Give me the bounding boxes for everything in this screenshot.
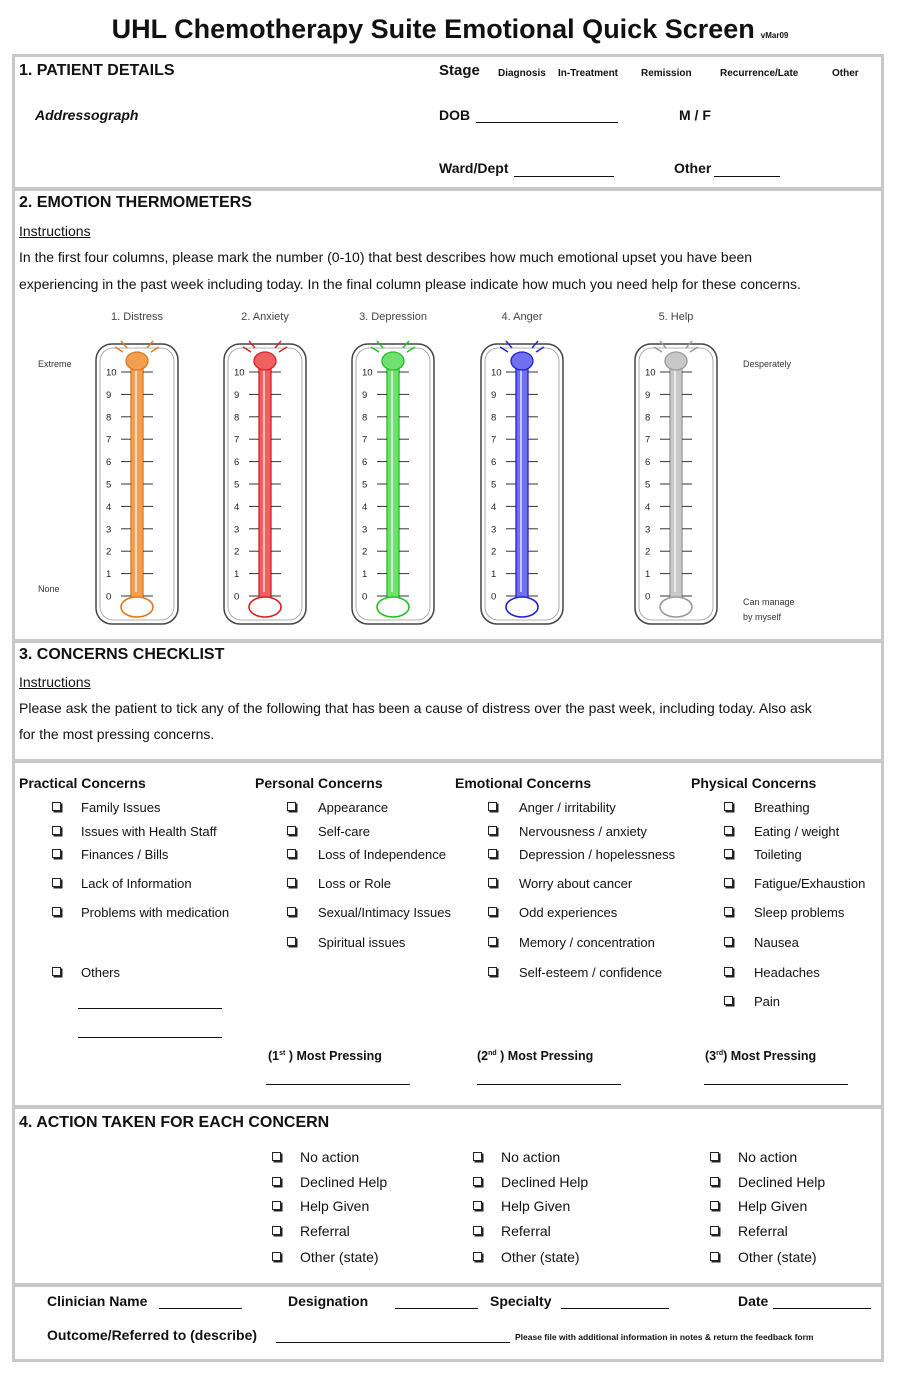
thermometer-anxiety-top-bulb: [254, 352, 276, 370]
thermometers-heading: 2. EMOTION THERMOMETERS: [19, 194, 252, 211]
thermometer-chart: [0, 300, 900, 635]
designation-field[interactable]: [395, 1308, 478, 1309]
patient-details-heading: 1. PATIENT DETAILS: [19, 62, 175, 79]
practical-item-issues-with-health-staff: Issues with Health Staff: [81, 824, 217, 839]
thermometer-anger-tick-2[interactable]: 2: [491, 546, 497, 558]
action-1-checkbox-help-given[interactable]: [272, 1201, 281, 1210]
action-1-checkbox-referral[interactable]: [272, 1226, 281, 1235]
stage-option-diagnosis[interactable]: Diagnosis: [498, 68, 546, 79]
thermometer-depression-top-bulb: [382, 352, 404, 370]
thermometer-help-tick-0[interactable]: 0: [645, 591, 651, 603]
practical-item-lack-of-information: Lack of Information: [81, 876, 192, 891]
thermometer-help-tick-10[interactable]: 10: [645, 367, 656, 379]
thermometer-depression-tick-2[interactable]: 2: [362, 546, 368, 558]
none-label: None: [38, 584, 60, 594]
version-label: vMar09: [760, 31, 789, 40]
can-manage-label: Can manage: [743, 597, 795, 607]
practical-checkbox-issues-with-health-staff[interactable]: [52, 826, 61, 835]
action-2-referral: Referral: [501, 1223, 551, 1239]
thermometer-depression-tick-7[interactable]: 7: [362, 434, 368, 446]
thermometer-help-tick-2[interactable]: 2: [645, 546, 651, 558]
thermometer-help-tick-9[interactable]: 9: [645, 389, 651, 401]
pressing-1-label: (1st ) Most Pressing: [268, 1049, 382, 1063]
emotional-item-memory-concentration: Memory / concentration: [519, 935, 655, 950]
stage-option-other[interactable]: Other: [832, 68, 859, 79]
emotional-concerns-title: Emotional Concerns: [455, 775, 592, 791]
emotional-checkbox-nervousness-anxiety[interactable]: [488, 826, 497, 835]
action-1-checkbox-declined-help[interactable]: [272, 1177, 281, 1186]
practical-item-finances-bills: Finances / Bills: [81, 847, 169, 862]
physical-checkbox-pain[interactable]: [724, 996, 733, 1005]
physical-item-headaches: Headaches: [754, 965, 820, 980]
personal-item-loss-or-role: Loss or Role: [318, 876, 391, 891]
thermometer-distress-tick-3[interactable]: 3: [106, 524, 112, 536]
thermometer-anxiety-tick-5[interactable]: 5: [234, 479, 240, 491]
action-2-no-action: No action: [501, 1149, 561, 1165]
practical-checkbox-problems-with-medication[interactable]: [52, 907, 61, 916]
practical-concerns-title: Practical Concerns: [19, 775, 146, 791]
thermometer-distress-tick-1[interactable]: 1: [106, 569, 112, 581]
pressing-1-num: 1: [272, 1049, 280, 1063]
thermometer-anxiety: [224, 311, 306, 624]
thermometer-distress-tick-4[interactable]: 4: [106, 501, 112, 513]
thermometer-help-tick-1[interactable]: 1: [645, 569, 651, 581]
personal-checkbox-sexual-intimacy-issues[interactable]: [287, 907, 296, 916]
thermometer-distress-label: 1. Distress: [111, 311, 163, 323]
action-1-other-state: Other (state): [300, 1249, 379, 1265]
desperately-label: Desperately: [743, 359, 792, 369]
action-2-checkbox-no-action[interactable]: [473, 1152, 482, 1161]
thermometer-anger: [481, 311, 563, 624]
personal-item-sexual-intimacy-issues: Sexual/Intimacy Issues: [318, 905, 451, 920]
practical-checkbox-others[interactable]: [52, 967, 61, 976]
personal-checkbox-appearance[interactable]: [287, 802, 296, 811]
dob-label: DOB: [439, 107, 471, 123]
thermometer-anxiety-tick-7[interactable]: 7: [234, 434, 240, 446]
action-1-no-action: No action: [300, 1149, 360, 1165]
personal-checkbox-loss-of-independence[interactable]: [287, 849, 296, 858]
physical-item-fatigue-exhaustion: Fatigue/Exhaustion: [754, 876, 866, 891]
emotional-checkbox-anger-irritability[interactable]: [488, 802, 497, 811]
action-heading: 4. ACTION TAKEN FOR EACH CONCERN: [19, 1114, 330, 1131]
stage-option-recurrence[interactable]: Recurrence/Late: [720, 68, 799, 79]
emotional-item-self-esteem-confidence: Self-esteem / confidence: [519, 965, 663, 980]
page-title: [0, 14, 900, 45]
action-3-no-action: No action: [738, 1149, 798, 1165]
addressograph-label: Addressograph: [35, 107, 139, 123]
thermometer-anger-label: 4. Anger: [501, 311, 543, 323]
action-2-checkbox-declined-help[interactable]: [473, 1177, 482, 1186]
thermometer-distress: [96, 311, 178, 624]
thermometer-anger-tick-0[interactable]: 0: [491, 591, 497, 603]
thermometer-distress-bottom-bulb: [121, 597, 153, 617]
thermometer-depression-tick-3[interactable]: 3: [362, 524, 368, 536]
thermometer-anger-tick-4[interactable]: 4: [491, 501, 497, 513]
pressing-2-label: (2nd ) Most Pressing: [477, 1049, 594, 1063]
other-label: Other: [674, 160, 712, 176]
dob-field[interactable]: [476, 122, 618, 123]
practical-checkbox-finances-bills[interactable]: [52, 849, 61, 858]
thermometer-depression-tick-8[interactable]: 8: [362, 412, 368, 424]
thermometer-anger-tick-3[interactable]: 3: [491, 524, 497, 536]
action-3-other-state: Other (state): [738, 1249, 817, 1265]
action-3-checkbox-other-state[interactable]: [710, 1252, 719, 1261]
extreme-label: Extreme: [38, 359, 72, 369]
pressing-1-field[interactable]: [266, 1084, 410, 1085]
stage-option-remission[interactable]: Remission: [641, 68, 692, 79]
thermometer-depression-tick-6[interactable]: 6: [362, 457, 368, 469]
practical-item-problems-with-medication: Problems with medication: [81, 905, 230, 920]
thermometer-depression-tick-9[interactable]: 9: [362, 389, 368, 401]
emotional-item-depression-hopelessness: Depression / hopelessness: [519, 847, 676, 862]
thermometer-help-top-bulb: [665, 352, 687, 370]
pressing-3-field[interactable]: [704, 1084, 848, 1085]
thermometer-anger-tick-5[interactable]: 5: [491, 479, 497, 491]
thermometer-anxiety-tick-10[interactable]: 10: [234, 367, 245, 379]
action-2-checkbox-referral[interactable]: [473, 1226, 482, 1235]
physical-checkbox-nausea[interactable]: [724, 937, 733, 946]
physical-checkbox-headaches[interactable]: [724, 967, 733, 976]
action-1-declined-help: Declined Help: [300, 1174, 388, 1190]
personal-checkbox-spiritual-issues[interactable]: [287, 937, 296, 946]
thermometer-distress-tick-6[interactable]: 6: [106, 457, 112, 469]
thermometer-anxiety-tick-9[interactable]: 9: [234, 389, 240, 401]
thermometer-anger-tick-7[interactable]: 7: [491, 434, 497, 446]
thermometer-anxiety-bottom-bulb: [249, 597, 281, 617]
personal-item-loss-of-independence: Loss of Independence: [318, 847, 446, 862]
physical-item-breathing: Breathing: [754, 800, 810, 815]
thermometers: [96, 311, 717, 624]
outcome-label: Outcome/Referred to (describe): [47, 1327, 258, 1343]
clinician-name-label: Clinician Name: [47, 1293, 148, 1309]
physical-item-eating-weight: Eating / weight: [754, 824, 840, 839]
action-3-checkbox-referral[interactable]: [710, 1226, 719, 1235]
personal-checkbox-self-care[interactable]: [287, 826, 296, 835]
thermometer-depression-bottom-bulb: [377, 597, 409, 617]
thermometer-depression-label: 3. Depression: [359, 311, 427, 323]
thermometer-anger-top-bulb: [511, 352, 533, 370]
thermometer-distress-tick-8[interactable]: 8: [106, 412, 112, 424]
emotional-item-odd-experiences: Odd experiences: [519, 905, 618, 920]
thermometer-help-tick-8[interactable]: 8: [645, 412, 651, 424]
personal-item-appearance: Appearance: [318, 800, 389, 815]
thermometer-anxiety-tick-2[interactable]: 2: [234, 546, 240, 558]
thermometer-depression-tick-5[interactable]: 5: [362, 479, 368, 491]
thermometer-help-tick-4[interactable]: 4: [645, 501, 651, 513]
action-1-checkbox-other-state[interactable]: [272, 1252, 281, 1261]
pressing-2-field[interactable]: [477, 1084, 621, 1085]
personal-item-spiritual-issues: Spiritual issues: [318, 935, 406, 950]
emotional-checkbox-odd-experiences[interactable]: [488, 907, 497, 916]
thermometer-distress-top-bulb: [126, 352, 148, 370]
thermometer-anxiety-tick-3[interactable]: 3: [234, 524, 240, 536]
concerns-heading: 3. CONCERNS CHECKLIST: [19, 646, 225, 663]
thermometer-anxiety-label: 2. Anxiety: [241, 311, 289, 323]
physical-item-sleep-problems: Sleep problems: [754, 905, 845, 920]
thermometer-anxiety-tick-0[interactable]: 0: [234, 591, 240, 603]
emotional-item-anger-irritability: Anger / irritability: [519, 800, 616, 815]
specialty-label: Specialty: [490, 1293, 552, 1309]
physical-checkbox-breathing[interactable]: [724, 802, 733, 811]
pressing-1-text: ) Most Pressing: [288, 1049, 382, 1063]
physical-checkbox-fatigue-exhaustion[interactable]: [724, 878, 733, 887]
physical-checkbox-toileting[interactable]: [724, 849, 733, 858]
thermometer-anxiety-tick-1[interactable]: 1: [234, 569, 240, 581]
thermometers-instructions-line2: experiencing in the past week including today. In the final column please indicate how much you need help for these concerns.: [19, 276, 801, 292]
thermometer-anger-tick-8[interactable]: 8: [491, 412, 497, 424]
thermometer-depression-tick-1[interactable]: 1: [362, 569, 368, 581]
sex-field[interactable]: M / F: [679, 107, 711, 123]
personal-checkbox-loss-or-role[interactable]: [287, 878, 296, 887]
action-3-help-given: Help Given: [738, 1198, 808, 1214]
thermometer-distress-tick-10[interactable]: 10: [106, 367, 117, 379]
pressing-3-text: ) Most Pressing: [723, 1049, 817, 1063]
physical-item-pain: Pain: [754, 994, 781, 1009]
stage-label: Stage: [439, 62, 480, 79]
thermometer-distress-tick-5[interactable]: 5: [106, 479, 112, 491]
physical-concerns-title: Physical Concerns: [691, 775, 817, 791]
date-label: Date: [738, 1293, 769, 1309]
action-3-referral: Referral: [738, 1223, 788, 1239]
outcome-field[interactable]: [276, 1342, 510, 1343]
thermometer-help: [635, 311, 717, 624]
personal-item-self-care: Self-care: [318, 824, 371, 839]
concerns-instructions-line2: for the most pressing concerns.: [19, 726, 215, 742]
date-field[interactable]: [773, 1308, 871, 1309]
action-1-help-given: Help Given: [300, 1198, 370, 1214]
thermometers-instructions-label: Instructions: [19, 223, 91, 239]
pressing-1-sup: st: [279, 1049, 286, 1057]
thermometer-help-tick-5[interactable]: 5: [645, 479, 651, 491]
thermometer-anger-tick-9[interactable]: 9: [491, 389, 497, 401]
concerns-instructions-label: Instructions: [19, 674, 91, 690]
thermometer-anxiety-tick-8[interactable]: 8: [234, 412, 240, 424]
thermometer-help-tick-7[interactable]: 7: [645, 434, 651, 446]
physical-checkbox-eating-weight[interactable]: [724, 826, 733, 835]
footer-note: Please file with additional information in notes & return the feedback form: [515, 1332, 814, 1342]
action-2-declined-help: Declined Help: [501, 1174, 589, 1190]
emotional-checkbox-worry-about-cancer[interactable]: [488, 878, 497, 887]
emotional-checkbox-depression-hopelessness[interactable]: [488, 849, 497, 858]
thermometer-depression-tick-4[interactable]: 4: [362, 501, 368, 513]
action-2-other-state: Other (state): [501, 1249, 580, 1265]
emotional-item-nervousness-anxiety: Nervousness / anxiety: [519, 824, 647, 839]
action-2-help-given: Help Given: [501, 1198, 571, 1214]
specialty-field[interactable]: [561, 1308, 669, 1309]
thermometer-anger-tick-6[interactable]: 6: [491, 457, 497, 469]
thermometer-distress-tick-2[interactable]: 2: [106, 546, 112, 558]
thermometer-depression-tick-10[interactable]: 10: [362, 367, 373, 379]
other-field[interactable]: [714, 176, 780, 177]
thermometer-help-bottom-bulb: [660, 597, 692, 617]
thermometer-distress-tick-0[interactable]: 0: [106, 591, 112, 603]
personal-concerns-title: Personal Concerns: [255, 775, 383, 791]
practical-checkbox-family-issues[interactable]: [52, 802, 61, 811]
ward-field[interactable]: [514, 176, 614, 177]
action-3-checkbox-help-given[interactable]: [710, 1201, 719, 1210]
action-1-checkbox-no-action[interactable]: [272, 1152, 281, 1161]
practical-item-family-issues: Family Issues: [81, 800, 161, 815]
thermometer-help-tick-3[interactable]: 3: [645, 524, 651, 536]
thermometer-distress-tick-7[interactable]: 7: [106, 434, 112, 446]
pressing-2-sup: nd: [488, 1049, 497, 1057]
physical-item-toileting: Toileting: [754, 847, 802, 862]
thermometer-anger-bottom-bulb: [506, 597, 538, 617]
thermometer-anxiety-tick-4[interactable]: 4: [234, 501, 240, 513]
thermometer-anxiety-tick-6[interactable]: 6: [234, 457, 240, 469]
physical-checkbox-sleep-problems[interactable]: [724, 907, 733, 916]
action-1-referral: Referral: [300, 1223, 350, 1239]
others-line-2[interactable]: [78, 1037, 222, 1038]
practical-item-others: Others: [81, 965, 121, 980]
concerns-instructions-line1: Please ask the patient to tick any of the following that has been a cause of distress over the past week, including today. Also ask: [19, 700, 812, 716]
title-text: UHL Chemotherapy Suite Emotional Quick Screen: [111, 14, 755, 44]
pressing-2-text: ) Most Pressing: [500, 1049, 594, 1063]
pressing-3-label: (3rd) Most Pressing: [705, 1049, 817, 1063]
thermometer-anger-tick-1[interactable]: 1: [491, 569, 497, 581]
stage-option-in-treatment[interactable]: In-Treatment: [558, 68, 619, 79]
emotional-checkbox-memory-concentration[interactable]: [488, 937, 497, 946]
action-3-declined-help: Declined Help: [738, 1174, 826, 1190]
thermometer-distress-tick-9[interactable]: 9: [106, 389, 112, 401]
emotional-item-worry-about-cancer: Worry about cancer: [519, 876, 633, 891]
action-2-checkbox-other-state[interactable]: [473, 1252, 482, 1261]
action-3-checkbox-declined-help[interactable]: [710, 1177, 719, 1186]
thermometers-instructions-line1: In the first four columns, please mark the number (0-10) that best describes how much emotional upset you have been: [19, 249, 753, 265]
practical-checkbox-lack-of-information[interactable]: [52, 878, 61, 887]
thermometer-depression-tick-0[interactable]: 0: [362, 591, 368, 603]
physical-item-nausea: Nausea: [754, 935, 799, 950]
thermometer-help-label: 5. Help: [658, 311, 694, 323]
action-2-checkbox-help-given[interactable]: [473, 1201, 482, 1210]
thermometer-anger-tick-10[interactable]: 10: [491, 367, 502, 379]
pressing-3-num: 3: [709, 1049, 717, 1063]
emotional-checkbox-self-esteem-confidence[interactable]: [488, 967, 497, 976]
ward-label: Ward/Dept: [439, 160, 509, 176]
clinician-name-field[interactable]: [159, 1308, 242, 1309]
by-myself-label: by myself: [743, 612, 782, 622]
designation-label: Designation: [288, 1293, 369, 1309]
thermometer-help-tick-6[interactable]: 6: [645, 457, 651, 469]
others-line-1[interactable]: [78, 1008, 222, 1009]
pressing-3-sup: rd: [716, 1049, 724, 1057]
action-3-checkbox-no-action[interactable]: [710, 1152, 719, 1161]
thermometer-depression: [352, 311, 434, 624]
pressing-2-num: 2: [481, 1049, 489, 1063]
